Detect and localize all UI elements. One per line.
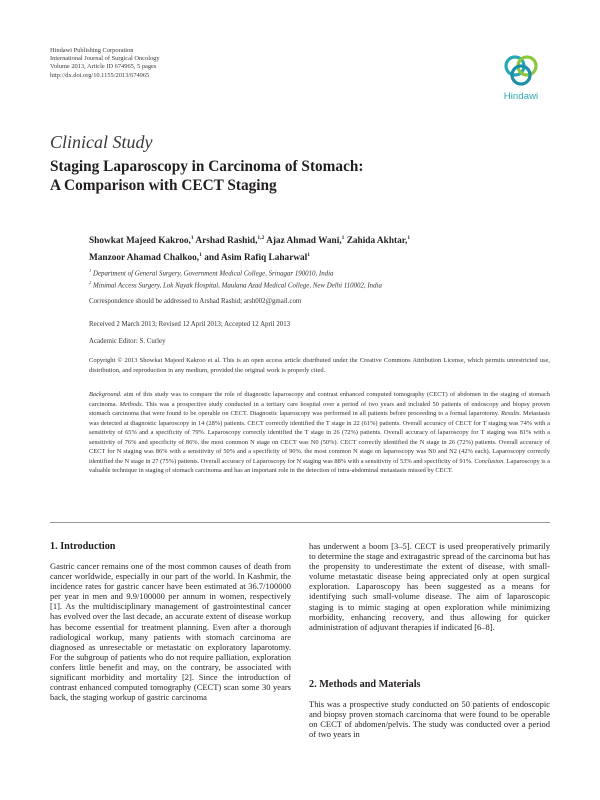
author-list bbox=[89, 232, 410, 265]
methods-heading: 2. Methods and Materials bbox=[309, 679, 421, 690]
abstract bbox=[89, 390, 550, 476]
affiliation-1: $^1$ Department of General Surgery, Government Medical College, Srinagar 190010, India bbox=[89, 268, 334, 278]
introduction-heading: 1. Introduction bbox=[50, 541, 116, 552]
author-aff: 1 bbox=[341, 235, 345, 241]
author-name: Ajaz Ahmad Wani, bbox=[266, 236, 342, 247]
author-aff: 1 bbox=[199, 251, 202, 258]
study-type: Clinical Study bbox=[50, 132, 153, 152]
journal-info bbox=[50, 47, 160, 80]
divider bbox=[50, 522, 550, 523]
abstract-conclusion: Laparoscopy is a valuable technique in staging of stomach carcinoma and has an important role in the detection of intra-abdominal metastasis missed by CECT. bbox=[89, 457, 550, 475]
abstract-methods: This was a prospective study conducted in a tertiary care hospital over a period of two years and included 50 patients of endoscopy and biopsy proven stomach carcinoma that were found to be operable on CECT. Diagnostic laparoscopy was performed in all patients before proceeding to a formal laparotomy. bbox=[89, 400, 551, 418]
academic-editor: Academic Editor: S. Curley bbox=[89, 338, 166, 345]
author-aff: 1 bbox=[190, 235, 194, 241]
hindawi-logo-text: Hindawi bbox=[503, 91, 539, 102]
author-name: Showkat Majeed Kakroo, bbox=[89, 236, 191, 247]
author-name: Manzoor Ahamad Chalkoo, bbox=[89, 252, 200, 263]
abstract-background: aim of this study was to compare the role of diagnostic laparoscopy and contrast enhanced computed tomography (CECT) of abdomen in the staging of stomach carcinoma. bbox=[89, 391, 550, 408]
correspondence: Correspondence should be addressed to Arshad Rashid; arsh002@gmail.com bbox=[89, 298, 302, 305]
author-name: and Asim Rafiq Laharwal bbox=[204, 252, 308, 263]
title-line-2: A Comparison with CECT Staging bbox=[50, 176, 277, 194]
methods-paragraph: This was a prospective study conducted on 50 patients of endoscopic and biopsy proven stomach carcinoma that were found to be operable on CECT of abdomen/pelvis. The study was conducted over a period of two years in bbox=[309, 699, 550, 740]
author-aff: 1 bbox=[307, 251, 311, 258]
introduction-paragraph: Gastric cancer remains one of the most common causes of death from cancer worldwide, especially in our part of the world. In Kashmir, the incidence rates for gastric cancer have been estimated at 36.7/100000 per year in men and 9.9/100000 per annum in women, respectively [1]. As the multidisciplinary management of gastrointestinal cancer has evolved over the last decade, an accurate extent of disease workup has become essential for treatment planning. Even after a thorough radiological workup, many patients with stomach carcinoma are diagnosed as unresectable or metastatic on exploratory laparotomy. For the subgroup of patients who do not require palliation, exploration confers little benefit and may, on the contrary, be associated with significant morbidity and mortality [2]. Since the introduction of contrast enhanced computed tomography (CECT) scan some 30 years back, the staging workup of gastric carcinoma bbox=[50, 561, 291, 703]
abstract-conclusion-label: Conclusion. bbox=[474, 457, 506, 465]
introduction-paragraph-continued: has underwent a boom [3–5]. CECT is used preoperatively primarily to determine the stage and extragastric spread of the carcinoma but has the propensity to underestimate the extent of disease, with small-volume metastatic disease being appreciated only at open surgical exploration. Laparoscopy has been suggested as a means for identifying such small-volume disease. The aim of laparoscopic staging is to mimic staging at open exploration while minimizing morbidity, enhancing recovery, and thus allowing for quicker administration of adjuvant therapies if indicated [6–8]. bbox=[309, 541, 550, 632]
volume-line: Volume 2013, Article ID 674965, 5 pages bbox=[50, 63, 157, 71]
paper-title bbox=[50, 158, 363, 195]
doi-link[interactable]: http://dx.doi.org/10.1155/2013/674965 bbox=[50, 71, 150, 79]
abstract-methods-label: Methods. bbox=[119, 400, 144, 408]
affiliation-2: $^2$ Minimal Access Surgery, Lok Nayak Hospital, Maulana Azad Medical College, New Delhi 110002, India bbox=[89, 280, 382, 290]
abstract-results-label: Results. bbox=[501, 410, 522, 418]
author-name: Arshad Rashid, bbox=[195, 236, 258, 247]
abstract-results: Metastasis was detected at diagnostic laparoscopy in 14 (28%) patients. CECT correctly identified the T stage in 22 (61%) patients. Overall accuracy of CECT for T staging was 74% with a sensitivity of 65% and a specificity of 79%. Laparoscopy correctly identified the T stage in 26 (72%) patients. Overall accuracy of laparoscopy for T staging was 81% with a sensitivity of 76% and specificity of 86%. the most common N stage on CECT was N0 (50%). CECT correctly identified the N stage in 26 (72%) patients. Overall accuracy of CECT for N staging was 86% with a sensitivity of 50% and a specificity of 90%. the most common N stage on laparoscopy was N0 and N2 (42% each). Laparoscopy correctly identified the N stage in 27 (75%) patients. Overall accuracy of Laparoscopy for N staging was 88% with a sensitivity of 53% and specificity of 91%. bbox=[89, 410, 550, 465]
author-aff: 1 bbox=[407, 235, 411, 241]
copyright-notice: Copyright © 2013 Showkat Majeed Kakroo et al. This is an open access article distributed under the Creative Commons Attribution License, which permits unrestricted use, distribution, and reproduction in any medium, provided the original work is properly cited. bbox=[89, 357, 550, 374]
journal-name: International Journal of Surgical Oncology bbox=[50, 55, 160, 63]
publisher: Hindawi Publishing Corporation bbox=[50, 47, 134, 54]
author-aff: 1,2 bbox=[257, 235, 265, 241]
received-dates: Received 2 March 2013; Revised 12 April 2013; Accepted 12 April 2013 bbox=[89, 321, 291, 328]
abstract-background-label: Background. bbox=[89, 391, 122, 398]
author-name: Zahida Akhtar, bbox=[346, 236, 408, 247]
title-line-1: Staging Laparoscopy in Carcinoma of Stomach: bbox=[50, 158, 364, 175]
